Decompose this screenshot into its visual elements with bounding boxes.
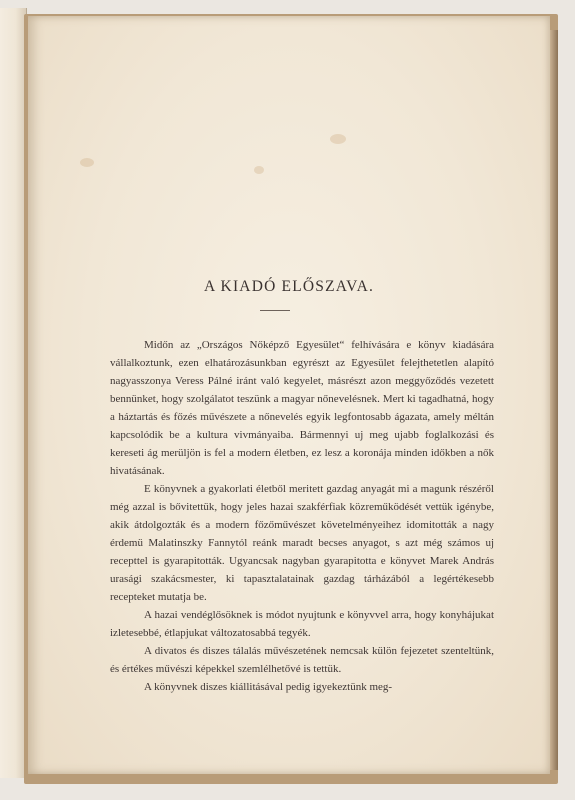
paragraph: A hazai vendéglősöknek is módot nyujtunk e könyvvel arra, hogy konyhájukat izletesebbé, étlapjukat változatosabbá tegyék.	[110, 609, 494, 639]
paper-stain	[254, 166, 264, 174]
left-page-edge	[0, 8, 27, 778]
title-divider	[260, 310, 290, 311]
paper-stain	[80, 158, 94, 167]
preface-text	[110, 336, 494, 696]
paragraph: Midőn az „Országos Nőképző Egyesület“ felhívására e könyv kiadására vállalkoztunk, ezen elhatározásunkban egyrészt az Egyesület felejthetetlen alapító nagyasszonya Veress Pálné iránt való kegyelet, másrészt azon meggyőződés vezetett bennünket, hogy szolgálatot teszünk a magyar nőnevelésnek. Mert ki tagadhatná, hogy a háztartás és főzés művészete a nőnevelés egyik legfontosabb ágazata, amely méltán kapcsolódik be a kultura vivmányaiba. Bármennyi uj meg ujabb foglalkozási és kereseti ág merüljön is fel a modern életben, ez lesz a koronája minden időkben a nők hivatásának.	[110, 339, 494, 477]
paragraph: A divatos és diszes tálalás művészetének nemcsak külön fejezetet szenteltünk, és értékes művészi képekkel szemlélhetővé is tettük.	[110, 645, 494, 675]
page-title: A KIADÓ ELŐSZAVA.	[203, 278, 375, 295]
paragraph: E könyvnek a gyakorlati életből meritett gazdag anyagát mi a magunk részéről még azzal is bővitettük, hogy jeles hazai szakférfiak közreműködését vettük igénybe, akik átdolgozták és a modern főzőművészet követelményeihez idomitották a nagy érdemü Malatinszky Fannytól reánk maradt becses anyagot, s azt még számos uj recepttel is gyarapitották. Ugyancsak nagyban gyarapitotta e könyvet Marek András urasági szakácsmester, ki tapasztalatainak gazdag tárházából a legértékesebb recepteket mutatja be.	[110, 483, 494, 603]
page-stack-edge	[550, 30, 558, 770]
paper-stain	[330, 134, 346, 144]
paragraph: A könyvnek diszes kiállitásával pedig igyekeztünk meg-	[144, 681, 393, 693]
book-page	[28, 16, 550, 774]
